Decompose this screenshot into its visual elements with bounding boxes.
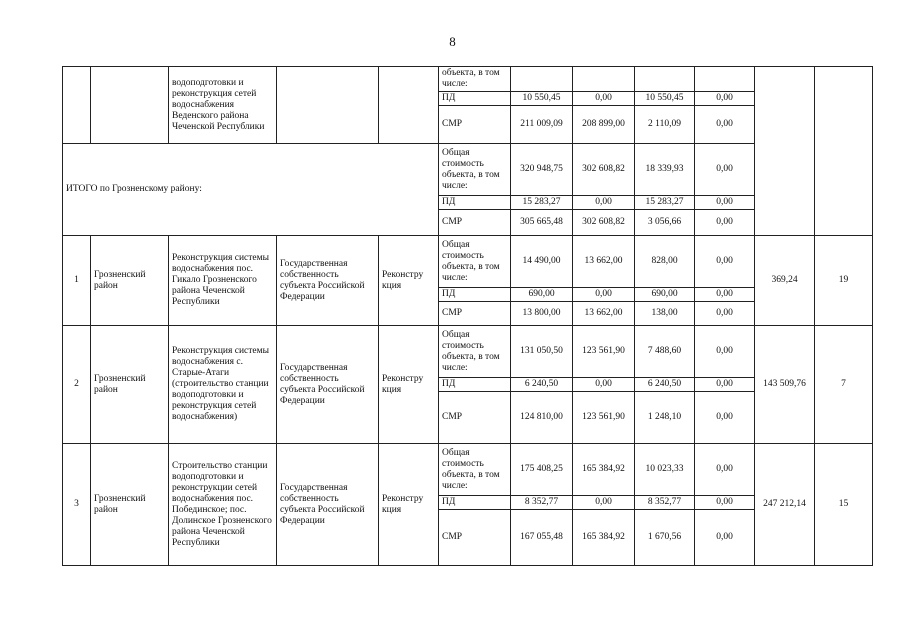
entry-term: 15 <box>815 444 873 566</box>
entry-pd-kind: ПД <box>439 288 511 302</box>
cont-smr-v2: 208 899,00 <box>573 106 635 144</box>
entry-work: Реконстру кция <box>379 444 439 566</box>
entry-v4: 0,00 <box>695 326 755 378</box>
entry-term: 19 <box>815 236 873 326</box>
total-pd-v1: 15 283,27 <box>511 196 573 210</box>
total-v4: 0,00 <box>695 144 755 196</box>
entry-district: Грозненский район <box>91 236 169 326</box>
cont-v4 <box>695 67 755 92</box>
table-row <box>63 444 873 496</box>
cont-num-cell <box>63 67 91 144</box>
entry-capacity: 247 212,14 <box>755 444 815 566</box>
entry-smr-v1: 13 800,00 <box>511 302 573 326</box>
total-label: ИТОГО по Грозненскому району: <box>63 144 439 236</box>
term-cell <box>815 67 873 236</box>
cont-smr-v3: 2 110,09 <box>635 106 695 144</box>
cont-v1 <box>511 67 573 92</box>
cont-kind: объекта, в том числе: <box>439 67 511 92</box>
entry-v3: 828,00 <box>635 236 695 288</box>
entry-num: 1 <box>63 236 91 326</box>
entry-pd-v2: 0,00 <box>573 496 635 510</box>
cont-v3 <box>635 67 695 92</box>
entry-smr-kind: СМР <box>439 510 511 566</box>
entry-pd-v3: 690,00 <box>635 288 695 302</box>
entry-smr-kind: СМР <box>439 302 511 326</box>
cont-smr-v1: 211 009,09 <box>511 106 573 144</box>
entry-smr-v1: 124 810,00 <box>511 392 573 444</box>
entry-v3: 7 488,60 <box>635 326 695 378</box>
entry-pd-kind: ПД <box>439 496 511 510</box>
total-smr-v3: 3 056,66 <box>635 210 695 236</box>
investment-table <box>62 66 873 566</box>
entry-term: 7 <box>815 326 873 444</box>
cont-pd-v4: 0,00 <box>695 92 755 106</box>
entry-smr-v3: 1 670,56 <box>635 510 695 566</box>
cont-smr-v4: 0,00 <box>695 106 755 144</box>
cont-smr-kind: СМР <box>439 106 511 144</box>
entry-pd-v4: 0,00 <box>695 288 755 302</box>
entry-v4: 0,00 <box>695 444 755 496</box>
entry-district: Грозненский район <box>91 444 169 566</box>
total-v1: 320 948,75 <box>511 144 573 196</box>
entry-ownership: Государственная собственность субъекта Российской Федерации <box>277 444 379 566</box>
page-number: 8 <box>449 34 456 49</box>
entry-smr-v4: 0,00 <box>695 510 755 566</box>
table-row <box>63 144 873 196</box>
entry-pd-v1: 8 352,77 <box>511 496 573 510</box>
entry-description: Реконструкция системы водоснабжения с. Старые-Атаги (строительство станции водоподготовки и реконструкция сетей водоснабжения) <box>169 326 277 444</box>
entry-v1: 131 050,50 <box>511 326 573 378</box>
entry-pd-v1: 6 240,50 <box>511 378 573 392</box>
entry-pd-v2: 0,00 <box>573 288 635 302</box>
entry-smr-v2: 123 561,90 <box>573 392 635 444</box>
entry-ownership: Государственная собственность субъекта Российской Федерации <box>277 236 379 326</box>
entry-description: Реконструкция системы водоснабжения пос. Гикало Грозненского района Чеченской Республики <box>169 236 277 326</box>
entry-v2: 123 561,90 <box>573 326 635 378</box>
total-pd-v4: 0,00 <box>695 196 755 210</box>
entry-smr-v2: 13 662,00 <box>573 302 635 326</box>
cont-pd-kind: ПД <box>439 92 511 106</box>
entry-capacity: 143 509,76 <box>755 326 815 444</box>
cont-district-cell <box>91 67 169 144</box>
entry-pd-v4: 0,00 <box>695 496 755 510</box>
entry-smr-v1: 167 055,48 <box>511 510 573 566</box>
table-row <box>63 326 873 378</box>
entry-smr-v4: 0,00 <box>695 392 755 444</box>
total-pd-v3: 15 283,27 <box>635 196 695 210</box>
entry-ownership: Государственная собственность субъекта Российской Федерации <box>277 326 379 444</box>
total-v3: 18 339,93 <box>635 144 695 196</box>
cont-pd-v2: 0,00 <box>573 92 635 106</box>
total-pd-kind: ПД <box>439 196 511 210</box>
total-v2: 302 608,82 <box>573 144 635 196</box>
entry-smr-v3: 1 248,10 <box>635 392 695 444</box>
entry-v4: 0,00 <box>695 236 755 288</box>
total-smr-v1: 305 665,48 <box>511 210 573 236</box>
entry-work: Реконстру кция <box>379 326 439 444</box>
total-smr-v4: 0,00 <box>695 210 755 236</box>
entry-kind: Общая стоимость объекта, в том числе: <box>439 236 511 288</box>
cont-description: водоподготовки и реконструкция сетей водоснабжения Веденского района Чеченской Республики <box>169 67 277 144</box>
entry-v3: 10 023,33 <box>635 444 695 496</box>
cont-pd-v3: 10 550,45 <box>635 92 695 106</box>
entry-pd-v4: 0,00 <box>695 378 755 392</box>
cont-work-cell <box>379 67 439 144</box>
entry-v1: 175 408,25 <box>511 444 573 496</box>
entry-v2: 165 384,92 <box>573 444 635 496</box>
total-smr-v2: 302 608,82 <box>573 210 635 236</box>
total-kind: Общая стоимость объекта, в том числе: <box>439 144 511 196</box>
entry-v2: 13 662,00 <box>573 236 635 288</box>
entry-work: Реконстру кция <box>379 236 439 326</box>
entry-num: 2 <box>63 326 91 444</box>
capacity-cell <box>755 67 815 236</box>
cont-v2 <box>573 67 635 92</box>
entry-smr-kind: СМР <box>439 392 511 444</box>
table-row <box>63 67 873 92</box>
entry-district: Грозненский район <box>91 326 169 444</box>
entry-kind: Общая стоимость объекта, в том числе: <box>439 444 511 496</box>
entry-pd-v1: 690,00 <box>511 288 573 302</box>
entry-v1: 14 490,00 <box>511 236 573 288</box>
entry-smr-v3: 138,00 <box>635 302 695 326</box>
total-smr-kind: СМР <box>439 210 511 236</box>
table-row <box>63 236 873 288</box>
entry-smr-v4: 0,00 <box>695 302 755 326</box>
entry-pd-v3: 6 240,50 <box>635 378 695 392</box>
entry-pd-kind: ПД <box>439 378 511 392</box>
entry-description: Строительство станции водоподготовки и реконструкции сетей водоснабжения пос. Побединское; пос. Долинское Грозненского района Чеченской Республики <box>169 444 277 566</box>
entry-num: 3 <box>63 444 91 566</box>
cont-ownership-cell <box>277 67 379 144</box>
entry-kind: Общая стоимость объекта, в том числе: <box>439 326 511 378</box>
entry-capacity: 369,24 <box>755 236 815 326</box>
entry-smr-v2: 165 384,92 <box>573 510 635 566</box>
entry-pd-v2: 0,00 <box>573 378 635 392</box>
total-pd-v2: 0,00 <box>573 196 635 210</box>
entry-pd-v3: 8 352,77 <box>635 496 695 510</box>
cont-pd-v1: 10 550,45 <box>511 92 573 106</box>
